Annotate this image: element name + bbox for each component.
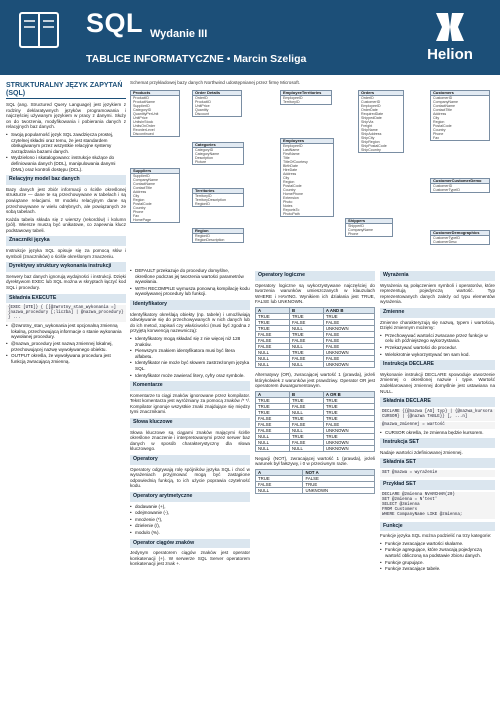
section-expressions: Wyrażenia [380,271,495,281]
and-truth-table [255,307,375,368]
table-cell: FALSE [289,337,323,343]
db-field: HomePage [133,218,151,222]
table-cell: TRUE [289,415,323,421]
table-cell: NULL [256,445,290,451]
section-keywords: Słowa kluczowe [130,418,250,428]
set-text: Nadaje wartości zdefiniowanej zmiennej. [380,449,463,455]
db-field: Phone [348,232,359,236]
db-field: ShipAddress [361,132,382,136]
table-cell: FALSE [289,421,323,427]
db-table-employees [280,138,334,217]
db-field: CustomerDesc [433,240,457,244]
db-table-suppliers [130,168,180,223]
db-field: ShipCity [361,136,375,140]
table-cell: FALSE [289,403,323,409]
db-field: CustomerID [433,96,453,100]
db-field: Title [283,156,290,160]
separator: • [226,53,231,65]
section-arithmetic: Operatory arytmetyczne [130,492,250,502]
table-cell: TRUE [256,325,290,331]
list-item: • Funkcje grupujące. [380,560,495,566]
or-truth-table [255,391,375,452]
table-cell: FALSE [256,421,290,427]
column-header: A OR B [323,391,374,397]
or-text: Alternatywy (OR), zwracającej wartość 1 (prawda), jeżeli którykolwiek z warunków jest prawdziwy. Operator OR jest operatorem dwuargumentowym. [255,371,375,389]
db-field: RequiredDate [361,112,384,116]
table-cell: FALSE [323,337,374,343]
edition-label: Wydanie III [150,28,208,40]
db-field: PostalCode [433,124,452,128]
page-title: SQL [86,8,144,38]
table-cell: FALSE [289,439,323,445]
db-field: ProductID [195,100,211,104]
db-field: UnitPrice [133,116,148,120]
table-cell: TRUE [256,403,290,409]
list-item: • Przekazywać wartości do procedur. [380,345,495,351]
table-cell: NULL [256,355,290,361]
db-table-name: Employees [281,139,333,144]
list-item: • WITH RECOMPILE wymusza ponowną kompilację kodu wywoływanej procedury lub funkcji. [130,286,250,297]
table-cell: UNKNOWN [323,445,374,451]
code-block: {EXEC [UTE]} { [[@zwrotny_stan_wykonania =] {nazwa_procedury [;liczba] | @nazwa_procedury} } ... [6,305,126,322]
db-table-name: CustomerCustomerDemo [431,179,489,184]
table-cell: FALSE [256,337,290,343]
list-item: • Identyfikatory mogą składać się z nie więcej niż 128 znaków. [130,336,250,347]
db-field: ContactName [433,104,455,108]
db-field: Picture [195,160,207,164]
publisher-logo [420,10,480,66]
db-field: BirthDate [283,164,298,168]
section-title-sql: STRUKTURALNY JĘZYK ZAPYTAŃ (SQL) [6,82,126,99]
db-field: Discontinued [133,132,154,136]
functions-bullets [380,541,495,572]
db-field: ReportsTo [283,208,300,212]
db-table-order-details [192,90,242,117]
comments-text: Komentarze to ciągi znaków ignorowane przez kompilator. Tekst komentarza jest wyróżniany za pomocą znaków /* */. Kompilator ignoruje wszystkie znaki znajdujące się między tymi znacznikami. [130,392,250,415]
table-cell: UNKNOWN [323,439,374,445]
table-cell: TRUE [323,403,374,409]
relational-text-1: Bazy danych jest zbiór informacji o ściśle określonej strukturze — dane te są przechowywane w tabelach i są powiązane relacjami. W modelu relacyjnym dane są przechowywane w wielu odrębnych, ale powiązanych ze sobą tabelach. [6,186,126,215]
db-field: TerritoryDescription [195,198,226,202]
variables-bullets [380,333,495,357]
db-field: QuantityPerUnit [133,112,159,116]
db-field: CategoryName [195,152,220,156]
db-field: Address [133,190,147,194]
table-cell: FALSE [323,421,374,427]
db-field: Country [133,206,146,210]
list-item: • dzielenie (/), [130,523,250,529]
db-field: City [133,194,140,198]
db-field: SupplierID [133,174,150,178]
db-table-name: Shippers [346,219,392,224]
list-item: • Identyfikator nie może być słowem zastrzeżonym języka SQL. [130,360,250,371]
db-field: City [433,116,440,120]
publisher-name: Helion [427,46,473,63]
db-field: TitleOfCourtesy [283,160,308,164]
db-table-name: CustomerDemographics [431,231,489,236]
list-item: • dodawanie (+), [130,504,250,510]
table-cell: TRUE [289,433,323,439]
section-set: Instrukcja SET [380,438,495,448]
db-field: CompanyName [133,178,158,182]
section-functions: Funkcje [380,522,495,532]
db-field: RegionDescription [195,238,225,242]
db-field: ShipVia [361,120,374,124]
db-field: Address [433,112,447,116]
table-cell: TRUE [323,415,374,421]
schema-diagram [130,80,495,265]
db-field: PostalCode [283,184,302,188]
table-cell: TRUE [256,409,290,415]
db-field: OrderDate [361,108,378,112]
header-banner [0,0,500,75]
table-cell: FALSE [256,343,290,349]
section-operators: Operatory [130,455,250,465]
db-field: RegionID [195,202,210,206]
table-cell: FALSE [256,481,303,487]
db-table-categories [192,142,244,165]
operators-text: Operatory odgrywają rolę spójników języka SQL i choć w wyrażeniach przyjmować mogą być zastąpione odpowiednią funkcją, to ich użycie poprawia czytelność kodu. [130,466,250,489]
column-1 [6,80,126,365]
column-header: B [289,307,323,313]
table-cell: TRUE [289,313,323,319]
not-truth-table [255,469,375,494]
db-field: OrderID [361,96,374,100]
table-cell: FALSE [256,415,290,421]
table-cell: NULL [256,487,303,493]
db-field: Region [133,198,145,202]
db-field: CompanyName [348,228,373,232]
book-icon [18,9,60,51]
helion-logo-icon [433,10,467,44]
relational-text-2: Każda tabela składa się z wierszy (rekordów) i kolumn (pól). Wiersze muszą być unikatowe, co zapewnia klucz podstawowy tabeli. [6,216,126,233]
identifiers-bullets [130,336,250,378]
section-set-example: Przykład SET [380,480,495,490]
table-cell: UNKNOWN [323,427,374,433]
table-cell: NULL [256,361,290,367]
default-bullets [130,268,250,297]
column-header: A AND B [323,307,374,313]
table-cell: NULL [289,343,323,349]
section-string-operator: Operator ciągów znaków [130,539,250,549]
tokens-text: Instrukcje języka SQL opisuje się za pomocą słów i symboli (znaczników) o ściśle określonym znaczeniu. [6,248,126,259]
db-field: TerritoryID [195,194,212,198]
db-field: ShipCountry [361,148,381,152]
series-name: TABLICE INFORMATYCZNE [86,53,224,65]
column-3 [255,268,375,498]
declare-bullets [380,430,495,436]
db-field: CustomerID [361,100,381,104]
author-name: Marcin Szeliga [233,53,307,65]
list-item: • odejmowanie (-), [130,510,250,516]
db-field: ShipPostalCode [361,144,387,148]
table-cell: NULL [256,439,290,445]
db-field: EmployeeID [283,96,303,100]
section-declare-syntax: Składnia DECLARE [380,397,495,407]
table-cell: TRUE [289,331,323,337]
db-field: ContactName [133,182,155,186]
column-header: B [289,391,323,397]
schema-caption: Schemat przykładowej bazy danych Northwind udostępnianej przez firmę Microsoft. [130,80,301,85]
column-header: A [256,307,290,313]
db-field: PhotoPath [283,212,300,216]
code-block: SET @nazwa = wyrażenie [380,470,495,477]
db-table-customerdemographics [430,230,490,245]
db-field: ContactTitle [133,186,153,190]
table-cell: TRUE [303,481,375,487]
column-4 [380,268,495,573]
section-variables: Zmienne [380,308,495,318]
db-field: ProductID [133,96,149,100]
db-field: Region [283,180,295,184]
db-field: LastName [283,148,300,152]
db-table-name: Suppliers [131,169,179,174]
string-operator-text: Jedynym operatorem ciągów znaków jest operator konkatenacji (+). W serwerze SQL Server operatorem konkatenacji jest znak +. [130,550,250,567]
db-field: ShipName [361,128,378,132]
section-declare: Instrukcja DECLARE [380,360,495,370]
subtitle [86,53,306,65]
list-item: • mnożenie (*), [130,517,250,523]
code-block: DECLARE {{@nazwa [AS] typ} | {@nazwa_kursora CURSOR} | {@nazwa TABLE}} [, ...n] [380,409,495,421]
db-field: Photo [283,200,293,204]
code-block: @nazwa_zmiennej = wartość [380,422,495,429]
section-execute-syntax: Składnia EXECUTE [6,294,126,304]
db-field: EmployeeID [361,104,381,108]
section-comments: Komentarze [130,381,250,391]
db-table-products [130,90,180,137]
db-table-name: Categories [193,143,243,148]
db-field: TerritoryID [283,100,300,104]
db-field: ProductName [133,100,155,104]
table-cell: TRUE [256,313,290,319]
db-field: Notes [283,204,293,208]
db-table-customers [430,90,490,141]
db-table-region [192,228,244,243]
intro-bullets [6,132,126,172]
db-field: City [283,176,290,180]
table-cell: NULL [289,361,323,367]
db-field: CompanyName [433,100,458,104]
keywords-text: Słowa kluczowe są ciągami znaków mającymi ściśle określone znaczenie i interpretowanymi przez serwer baz danych w sposób charakterystyczny dla słowa kluczowego. [130,429,250,452]
column-header: A [256,391,290,397]
db-field: Quantity [195,108,209,112]
db-table-name: EmployeeTerritories [281,91,331,96]
table-cell: FALSE [323,355,374,361]
column-header: NOT A [303,469,375,475]
table-cell: UNKNOWN [323,361,374,367]
variables-text: Zmienne charakteryzują się nazwą, typem i wartością. Dzięki zmiennym możemy: [380,319,495,331]
db-table-name: Order Details [193,91,241,96]
db-field: HomePhone [283,192,303,196]
db-field: CustomerID [433,184,453,188]
db-table-name: Orders [359,91,403,96]
declare-text: Wykonanie instrukcji DECLARE spowoduje utworzenie zmiennej o określonej nazwie i typie. Wartość zadeklarowanej zmiennej domyślnie jest ustawiana na NULL. [380,371,495,394]
db-field: EmployeeID [283,144,303,148]
db-field: CategoryID [195,148,214,152]
table-row [256,487,375,493]
db-field: OrderID [195,96,208,100]
db-field: Address [283,172,297,176]
list-item: • Przechowywać wartości zwracane przez funkcje w celu ich późniejszego wykorzystania. [380,333,495,344]
table-row [256,445,375,451]
list-item: • Swoją popularność język SQL zawdzięcza prostej, czytelnej składni oraz temu, że jest standardem obsługiwanym przez wszystkie relacyjne systemy zarządzania bazami danych. [6,132,126,154]
section-logical-operators: Operatory logiczne [255,271,375,281]
db-field: Country [433,128,446,132]
table-cell: TRUE [256,397,290,403]
table-cell: NULL [256,433,290,439]
table-cell: TRUE [323,433,374,439]
db-field: CustomerTypeID [433,188,460,192]
section-relational-model: Relacyjny model baz danych [6,175,126,185]
list-item: • CURSOR określa, że zmienna będzie kursorem. [380,430,495,436]
db-table-name: Products [131,91,179,96]
table-cell: NULL [289,325,323,331]
db-field: SupplierID [133,104,150,108]
db-field: Country [283,188,296,192]
list-item: • modulo (%). [130,530,250,536]
table-cell: FALSE [323,319,374,325]
section-tokens: Znaczniki języka [6,236,126,246]
table-row [256,361,375,367]
db-field: UnitsInStock [133,120,154,124]
table-cell: TRUE [323,409,374,415]
directives-text: Serwery baz danych ignorują wydajności i instrukcji. Dzięki dyrektywom EXEC lub SQL można w skryptach łączyć kod SQL i procedury. [6,273,126,291]
column-2 [130,268,250,569]
table-cell: NULL [289,427,323,433]
db-table-shippers [345,218,393,237]
list-item: • Funkcje agregujące, które zwracają pojedynczą wartość obliczoną na podstawie zbioru danych. [380,547,495,558]
table-cell: FALSE [256,427,290,433]
execute-bullets [6,323,126,364]
db-field: ShipperID [348,224,364,228]
logical-text: Operatory logiczne są wykorzystywane najczęściej do tworzenia warunków umieszczanych w klauzulach WHERE i HAVING. Wynikiem ich działania jest TRUE, FALSE lub UNKNOWN. [255,282,375,305]
table-cell: FALSE [289,355,323,361]
table-cell: NULL [256,349,290,355]
list-item: • Wydzielono i skatalogowano: instrukcje służące do definiowania danych (DDL), manipulowania danymi (DML) oraz kontroli dostępu (DCL). [6,155,126,172]
code-block: DECLARE @zmienna NVARCHAR(20) SET @zmienna = N'test' SELECT @zmienna FROM Customers WHERE CompanyName LIKE @zmienna; [380,492,495,519]
table-cell: FALSE [323,343,374,349]
identifiers-text: Identyfikatory określają obiekty (np. tabele) i umożliwiają odwoływanie się do przechowywanych w nich danych lub do ich metod, zapisań czy właściwości (musi być zgodna z przyjętą konwencją nazewniczą): [130,311,250,334]
table-cell: TRUE [289,397,323,403]
db-table-employeeterritories [280,90,332,105]
table-cell: TRUE [323,313,374,319]
column-header: A [256,469,303,475]
list-item: • Identyfikator może zawierać litery, cyfry oraz symbole. [130,373,250,379]
expressions-text: Wyrażenia są połączeniem symboli i operatorów, które reprezentują pojedynczą wartość. Typ reprezentowanych danych zależy od typu elementów wyrażenia. [380,282,495,305]
intro-text: SQL (ang. Structured Query Language) jest językiem z rodziny deklaratywnych języków programowania i najczęściej używanym językiem w pracy z danymi. Służy on do tworzenia, modyfikowania i pobierania danych z relacyjnych baz danych. [6,102,126,130]
table-cell: UNKNOWN [323,349,374,355]
table-cell: UNKNOWN [323,325,374,331]
table-cell: FALSE [323,331,374,337]
db-table-name: Region [193,229,243,234]
db-table-orders [358,90,404,153]
db-field: Phone [433,132,444,136]
db-field: Description [195,156,213,160]
table-cell: TRUE [256,475,303,481]
section-directives: Dyrektywy struktury wykonania instrukcji [6,262,126,272]
table-cell: TRUE [256,319,290,325]
db-field: Phone [133,210,144,214]
db-field: UnitPrice [195,104,210,108]
db-field: ShippedDate [361,116,382,120]
table-cell: NULL [289,445,323,451]
db-field: Region [433,120,445,124]
list-item: • @nazwa_procedury jest nazwą zmiennej lokalnej, przechowującej nazwę wywoływanego obiektu. [6,341,126,352]
list-item: • Funkcje zwracające wartości skalarne. [380,541,495,547]
table-cell: FALSE [289,319,323,325]
db-table-territories [192,188,244,207]
db-field: ShipRegion [361,140,380,144]
db-field: UnitsOnOrder [133,124,156,128]
db-table-name: Territories [193,189,243,194]
db-field: RegionID [195,234,210,238]
db-field: Fax [433,136,439,140]
table-cell: FALSE [256,331,290,337]
list-item: • Funkcje zwracające tabele. [380,566,495,572]
table-cell: UNKNOWN [303,487,375,493]
not-text: Negacji (NOT), zwracającej wartość 1 (prawda), jeżeli warunek był fałszywy, i 0 w przeciwnym razie. [255,455,375,467]
arithmetic-list [130,504,250,536]
db-field: Discount [195,112,209,116]
section-set-syntax: Składnia SET [380,458,495,468]
list-item: • @zwrotny_stan_wykonania jest opcjonalną zmienną lokalną, przechowującą informacje o stanie wykonania wywołanej procedury. [6,323,126,340]
db-field: Freight [361,124,373,128]
table-cell: NULL [289,409,323,415]
db-field: ReorderLevel [133,128,155,132]
db-field: ContactTitle [433,108,453,112]
db-table-customercustomerdemo [430,178,490,193]
list-item: • OUTPUT określa, że wywoływana procedura jest funkcją zwracającą zmienną. [6,353,126,364]
db-field: Extension [283,196,299,200]
list-item: • Pierwszym znakiem identyfikatora musi być litera alfabetu. [130,348,250,359]
db-field: FirstName [283,152,300,156]
list-item: • Wielokrotnie wykorzystywać ten sam kod. [380,352,495,358]
db-table-name: Customers [431,91,489,96]
functions-text: Funkcje języka SQL można podzielić na trzy kategorie: [380,533,492,539]
db-field: HireDate [283,168,298,172]
list-item: • DEFAULT przekazuje do procedury domyślne, określone podczas jej tworzenia wartości parametrów wywołania. [130,268,250,285]
db-field: CustomerTypeID [433,236,460,240]
db-field: Fax [133,214,139,218]
db-field: CategoryID [133,108,152,112]
table-cell: FALSE [303,475,375,481]
section-identifiers: Identyfikatory [130,300,250,310]
table-cell: TRUE [323,397,374,403]
table-cell: TRUE [289,349,323,355]
db-field: PostalCode [133,202,152,206]
